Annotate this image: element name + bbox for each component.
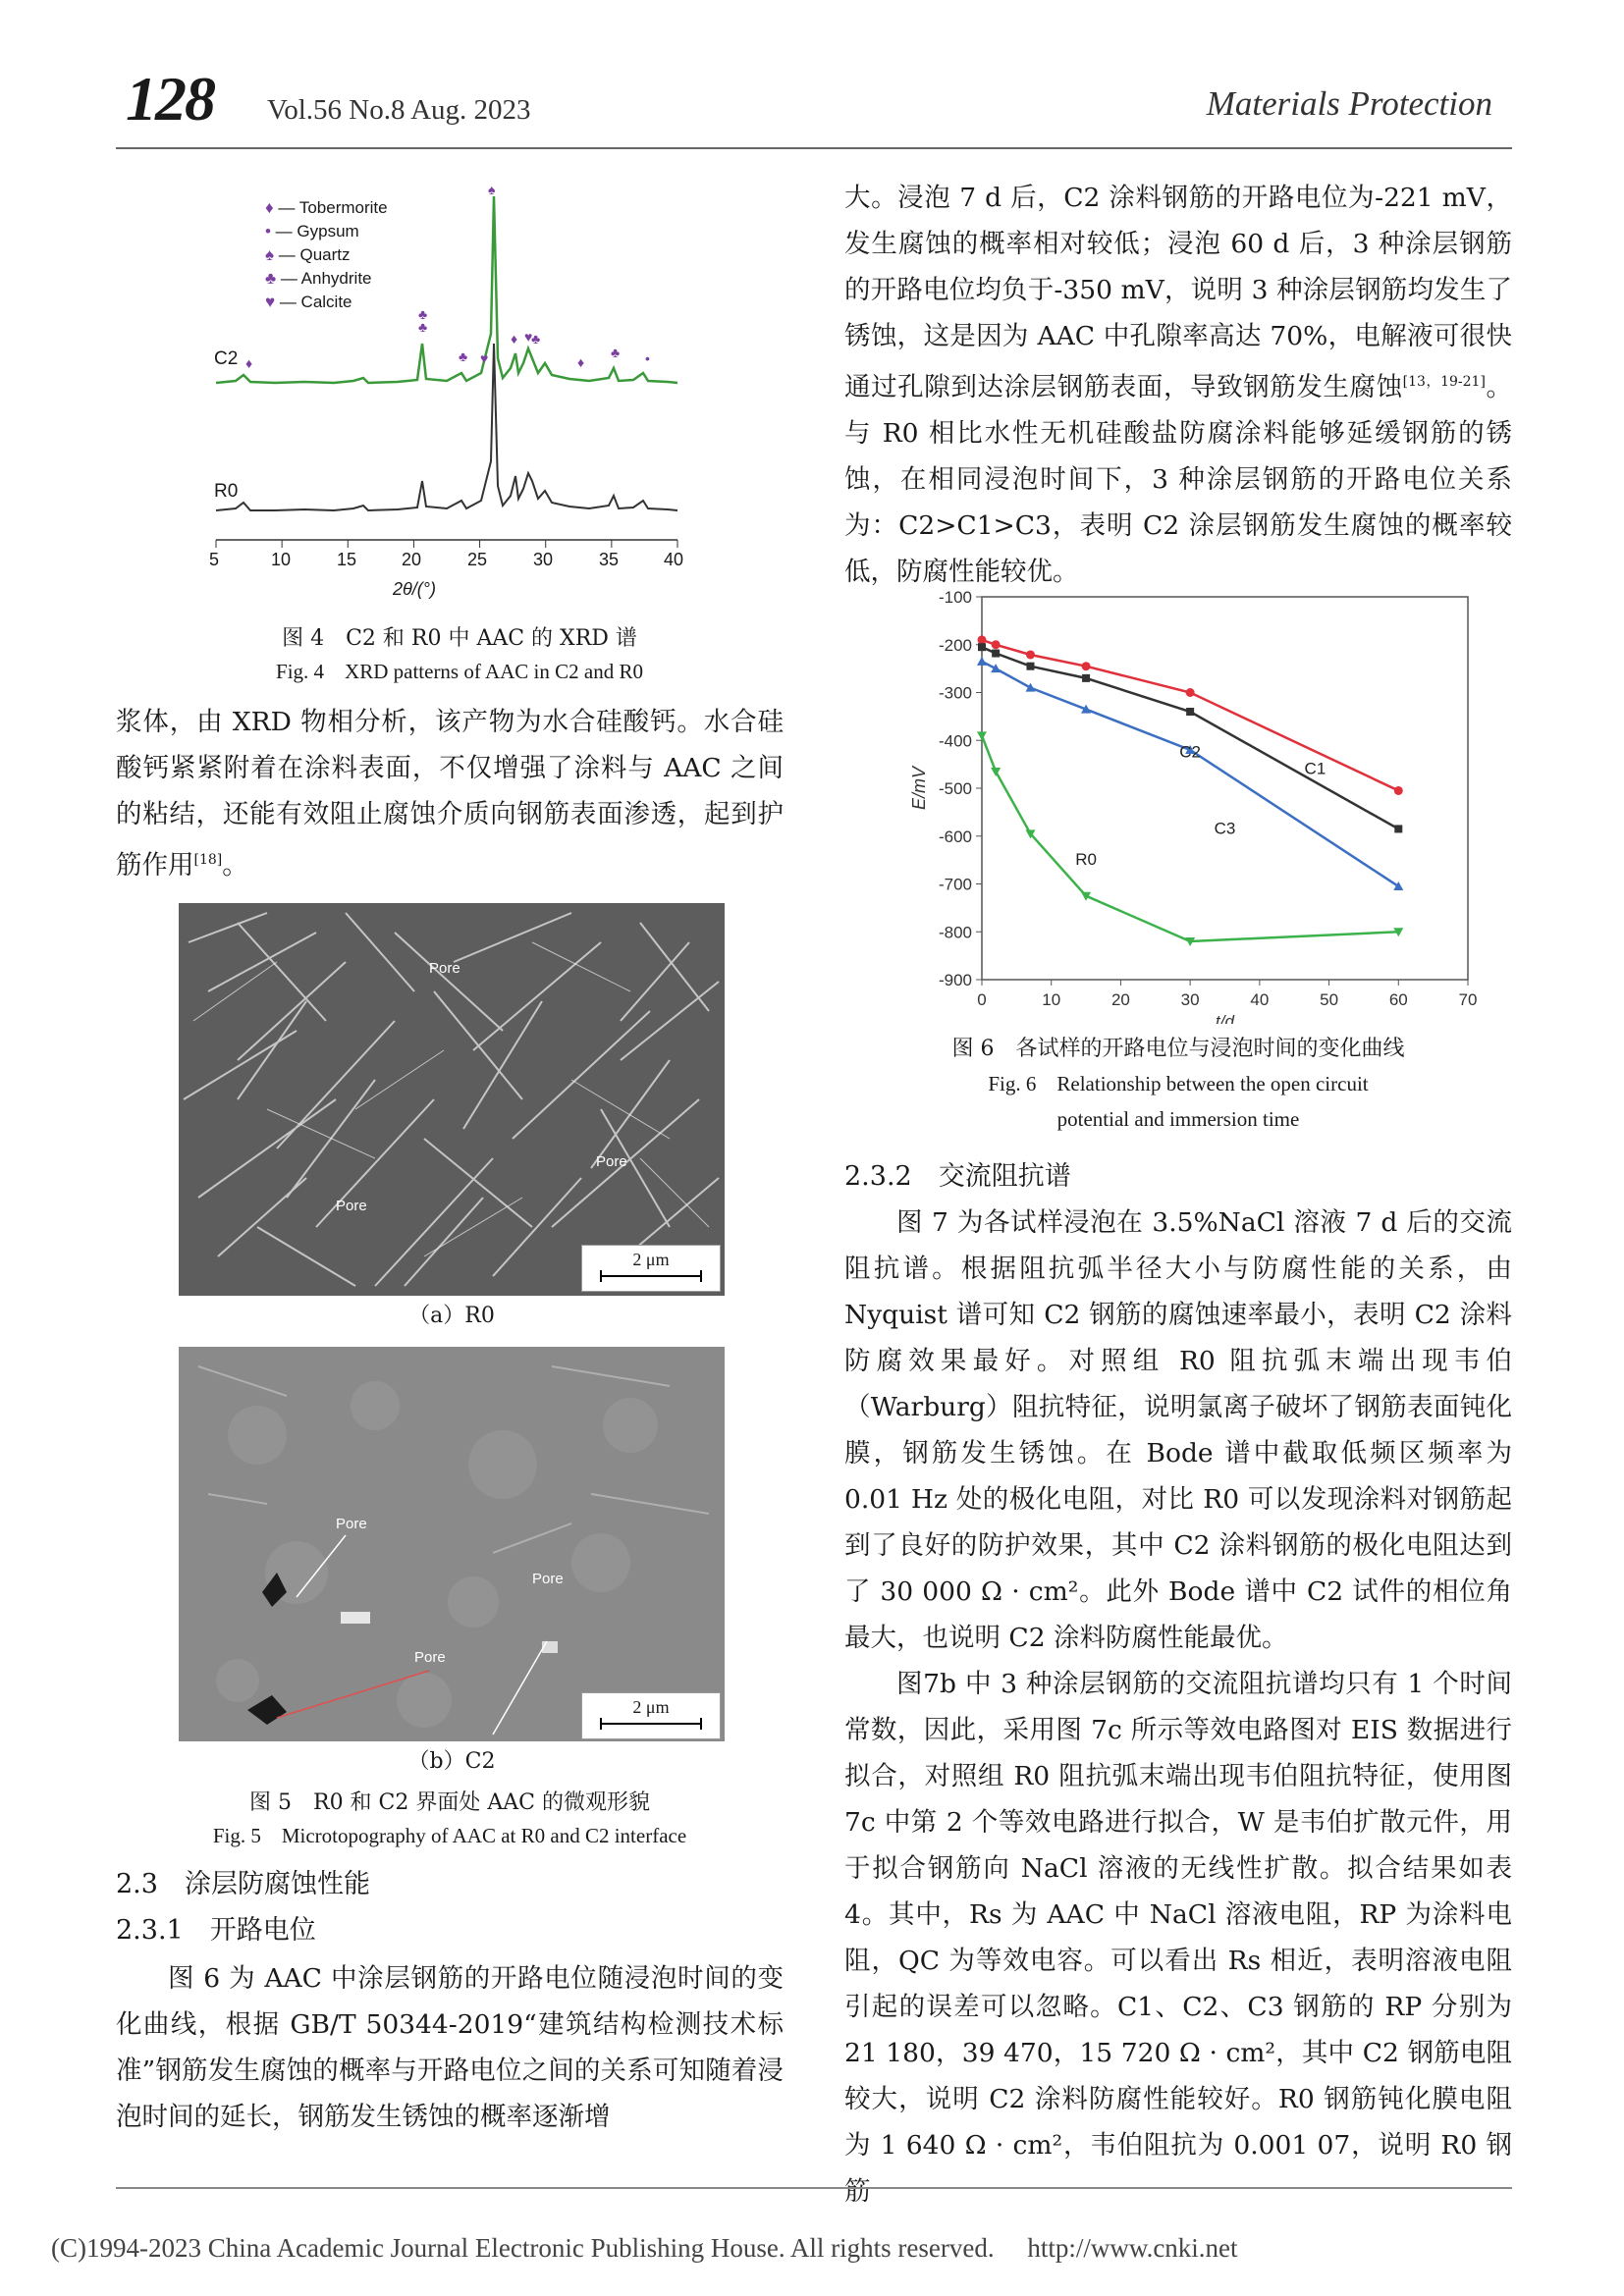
series-line-c1: [982, 647, 1398, 828]
fig4-caption-cn: 图 4 C2 和 R0 中 AAC 的 XRD 谱: [282, 626, 637, 651]
data-point: [1186, 688, 1195, 697]
pore-label: Pore: [414, 1649, 446, 1666]
series-line-r0: [982, 735, 1398, 941]
svg-text:♣: ♣: [418, 306, 428, 322]
data-point: [978, 635, 987, 644]
data-point: [991, 768, 1001, 776]
y-tick-label: -100: [938, 588, 972, 607]
x-tick: 25: [467, 550, 488, 569]
y-tick-label: -900: [938, 971, 972, 989]
legend-item: ♦ — Tobermorite: [265, 198, 388, 217]
svg-text:♥: ♥: [524, 329, 533, 345]
legend-item: • — Gypsum: [265, 222, 359, 240]
data-point: [977, 657, 987, 666]
pore-label: Pore: [532, 1571, 564, 1587]
footer-rule: [116, 2187, 1512, 2189]
fig5-caption-cn: 图 5 R0 和 C2 界面处 AAC 的微观形貌: [249, 1790, 650, 1815]
x-tick: 15: [337, 550, 357, 569]
x-axis-label: t/d: [1216, 1012, 1234, 1024]
right-paragraph-2: 图 7 为各试样浸泡在 3.5%NaCl 溶液 7 d 后的交流阻抗谱。根据阻抗弧半径大小与防腐性能的关系，由 Nyquist 谱可知 C2 钢筋的腐蚀速率最小，表明 C2 涂料防腐效果最好。对照组 R0 阻抗弧末端出现韦伯（Warburg）阻抗特征，说明氯离子破坏了钢筋表面钝化膜，钢筋发生锈蚀。在 Bode 谱中截取低频区频率为 0.01 Hz 处的极化电阻，对比 R0 可以发现涂料对钢筋起到了良好的防护效果，其中 C2 涂料钢筋的极化电阻达到了 30 000 Ω · cm²。此外 Bode 谱中 C2 试件的相位角最大，也说明 C2 涂料防腐性能最优。 图7b 中 3 种涂层钢筋的交流阻抗谱均只有 1 个时间常数，因此，采用图 7c 所示等效电路图对 EIS 数据进行拟合，对照组 R0 阻抗弧末端出现韦伯阻抗特征，使用图 7c 中第 2 个等效电路进行拟合，W 是韦伯扩散元件，用于拟合钢筋向 NaCl 溶液的无线性扩散。拟合结果如表 4。其中，Rs 为 AAC 中 NaCl 溶液电阻，RP 为涂料电阻，QC 为等效电容。可以看出 Rs 相近，表明溶液电阻引起的误差可以忽略。C1、C2、C3 钢筋的 RP 分别为 21 180，39 470，15 720 Ω · cm²，其中 C2 钢筋电阻较大，说明 C2 涂料防腐性能较好。R0 钢筋钝化膜电阻为 1 640 Ω · cm²，韦伯阻抗为 0.001 07，说明 R0 钢筋: [844, 1207, 1512, 2207]
fig6-ocp-chart: [903, 587, 1492, 1024]
fig5-caption-en: Fig. 5 Microtopography of AAC at R0 and C2 interface: [212, 1824, 687, 1847]
left-paragraph-2: 图 6 为 AAC 中涂层钢筋的开路电位随浸泡时间的变化曲线，根据 GB/T 50344-2019“建筑结构检测技术标准”钢筋发生腐蚀的概率与开路电位之间的关系可知随着浸泡时间的延长，钢筋发生锈蚀的概率逐渐增: [116, 1963, 784, 2132]
left-paragraph-1: 浆体，由 XRD 物相分析，该产物为水合硅酸钙。水合硅酸钙紧紧附着在涂料表面，不仅增强了涂料与 AAC 之间的粘结，还能有效阻止腐蚀介质向钢筋表面渗透，起到护筋作用[18]。: [116, 707, 784, 881]
data-point: [1082, 662, 1091, 670]
x-tick: 30: [533, 550, 554, 569]
svg-text:♥: ♥: [480, 350, 489, 366]
fig5a-label: （a）R0: [408, 1304, 495, 1328]
y-tick-label: -700: [938, 875, 972, 894]
x-tick-label: 50: [1320, 990, 1339, 1009]
fig5a-sem-image: [179, 903, 725, 1296]
fig6-caption-cn: 图 6 各试样的开路电位与浸泡时间的变化曲线: [951, 1037, 1405, 1061]
y-tick-label: -800: [938, 923, 972, 942]
fig4-series-c2: C2: [214, 348, 239, 369]
data-point: [992, 640, 1001, 649]
svg-text:♦: ♦: [245, 355, 253, 371]
legend-item: ♣ — Anhydrite: [265, 269, 372, 288]
x-tick: 35: [599, 550, 620, 569]
series-label-c3: C3: [1214, 819, 1236, 838]
data-point: [1027, 663, 1035, 670]
fig6-caption-en-2: potential and immersion time: [1056, 1107, 1300, 1131]
fig5b-surface: [179, 1347, 725, 1741]
data-point: [1026, 650, 1035, 659]
svg-text:♠: ♠: [488, 187, 496, 197]
svg-text:♣: ♣: [459, 348, 468, 364]
pore-label: Pore: [336, 1198, 367, 1214]
fig4-legend: [265, 196, 388, 314]
x-tick-label: 30: [1180, 990, 1200, 1009]
data-point: [1394, 825, 1402, 832]
y-tick-label: -200: [938, 635, 972, 655]
fig4-series-r0: R0: [214, 481, 239, 502]
scale-bar: 2 μm: [581, 1692, 721, 1739]
svg-text:•: •: [645, 350, 650, 366]
fig4-xlabel: 2θ/(°): [393, 579, 436, 599]
x-tick-label: 60: [1388, 990, 1408, 1009]
svg-text:♦: ♦: [577, 354, 585, 370]
right-paragraph-1: 大。浸泡 7 d 后，C2 涂料钢筋的开路电位为-221 mV，发生腐蚀的概率相对较低；浸泡 60 d 后，3 种涂层钢筋的开路电位均负于-350 mV，说明 3 种涂层钢筋均发生了锈蚀，这是因为 AAC 中孔隙率高达 70%，电解液可很快通过孔隙到达涂层钢筋表面，导致钢筋发生腐蚀[13，19-21]。与 R0 相比水性无机硅酸盐防腐涂料能够延缓钢筋的锈蚀，在相同浸泡时间下，3 种涂层钢筋的开路电位关系为：C2>C1>C3，表明 C2 涂层钢筋发生腐蚀的概率较低，防腐性能较优。: [844, 183, 1513, 587]
scale-bar: 2 μm: [581, 1245, 721, 1292]
header-rule: [116, 147, 1512, 149]
pore-label: Pore: [429, 960, 460, 977]
y-tick-label: -300: [938, 683, 972, 703]
data-point: [1082, 674, 1090, 682]
x-tick: 40: [664, 550, 684, 569]
pore-label: Pore: [596, 1153, 627, 1170]
page-number: 128: [126, 64, 214, 133]
data-point: [992, 650, 1000, 658]
fig5b-label: （b）C2: [407, 1749, 496, 1774]
section-2-3-2-heading: 2.3.2 交流阻抗谱: [844, 1161, 1071, 1192]
x-tick-label: 70: [1458, 990, 1478, 1009]
series-label-c2: C2: [1179, 742, 1202, 762]
legend-item: ♥ — Calcite: [265, 293, 352, 311]
data-point: [1186, 708, 1194, 716]
y-tick-label: -500: [938, 779, 972, 798]
volume-info: Vol.56 No.8 Aug. 2023: [267, 94, 531, 126]
section-2-3-1-heading: 2.3.1 开路电位: [116, 1915, 316, 1946]
series-label-c1: C1: [1304, 759, 1326, 778]
x-tick: 20: [402, 550, 422, 569]
section-2-3-heading: 2.3 涂层防腐蚀性能: [116, 1869, 370, 1899]
x-tick-label: 20: [1110, 990, 1130, 1009]
y-axis-label: E/mV: [909, 766, 929, 811]
data-point: [978, 643, 986, 651]
pore-label: Pore: [336, 1516, 367, 1532]
fig5b-sem-image: [179, 1347, 725, 1741]
legend-item: ♠ — Quartz: [265, 245, 351, 264]
y-tick-label: -600: [938, 827, 972, 846]
journal-title: Materials Protection: [1206, 84, 1492, 123]
fig4-caption-en: Fig. 4 XRD patterns of AAC in C2 and R0: [276, 660, 643, 683]
data-point: [977, 731, 987, 740]
x-tick: 5: [209, 550, 220, 569]
svg-text:♦: ♦: [511, 331, 518, 347]
data-point: [1394, 786, 1403, 795]
series-label-r0: R0: [1075, 850, 1097, 869]
svg-text:♣: ♣: [611, 345, 621, 360]
svg-text:♣: ♣: [418, 319, 428, 335]
data-point: [1026, 683, 1036, 692]
x-tick-label: 0: [977, 990, 987, 1009]
x-tick-label: 40: [1250, 990, 1270, 1009]
x-tick-label: 10: [1042, 990, 1061, 1009]
x-tick: 10: [271, 550, 292, 569]
fig6-caption-en-1: Fig. 6 Relationship between the open circuit: [988, 1072, 1369, 1095]
svg-text:♣: ♣: [531, 331, 541, 347]
xrd-r0-trace: [216, 344, 677, 510]
copyright-footer: (C)1994-2023 China Academic Journal Electronic Publishing House. All rights reserved. http://www.cnki.net: [51, 2233, 1238, 2263]
y-tick-label: -400: [938, 731, 972, 751]
